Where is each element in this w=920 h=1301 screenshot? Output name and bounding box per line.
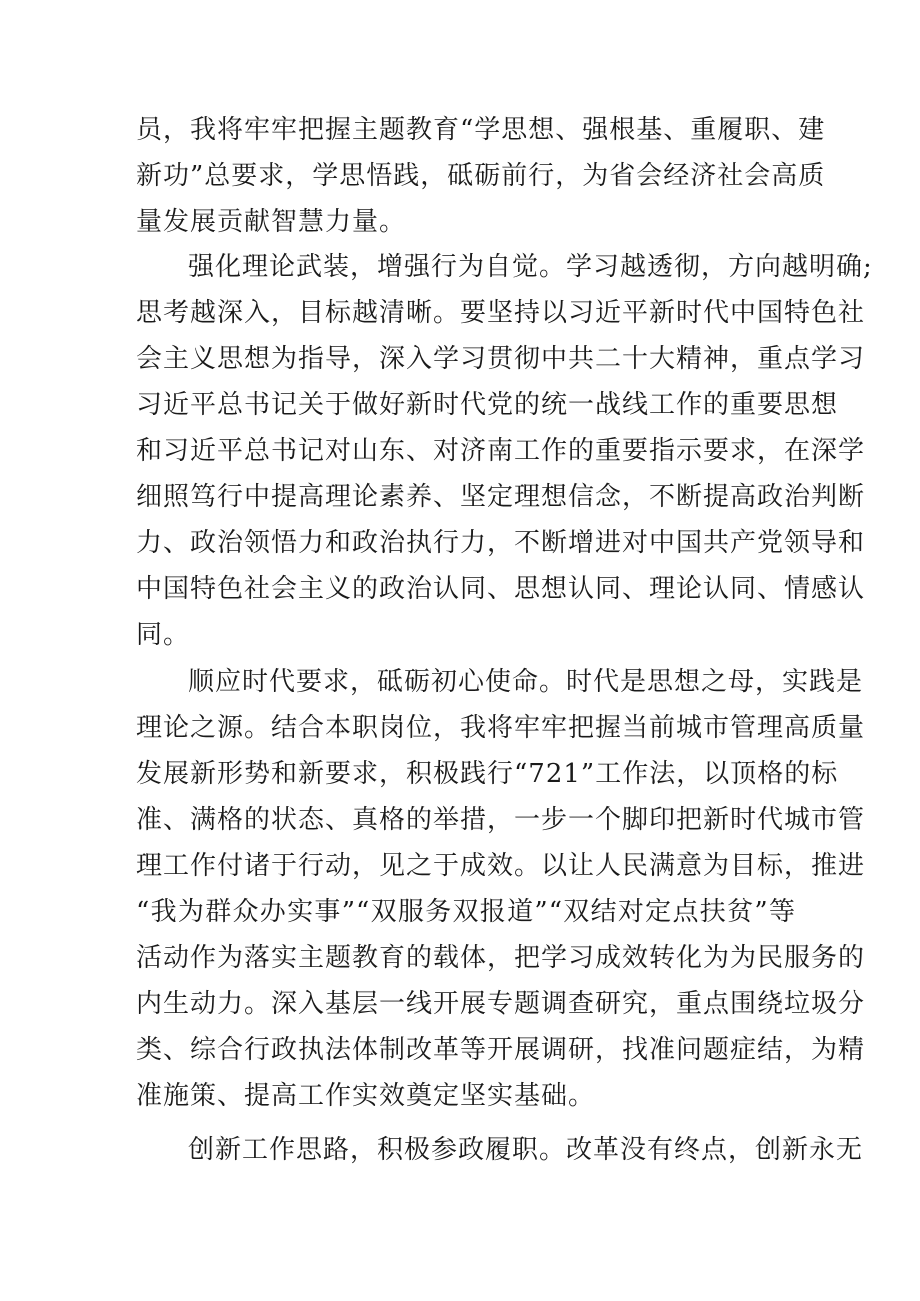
text-line: 内生动力。深入基层一线开展专题调查研究，重点围绕垃圾分 <box>136 989 866 1019</box>
text-line: 中国特色社会主义的政治认同、思想认同、理论认同、情感认 <box>136 574 866 604</box>
text-line: 习近平总书记关于做好新时代党的统一战线工作的重要思想 <box>136 390 839 420</box>
paragraph-3 <box>136 659 866 1119</box>
text-line: 类、综合行政执法体制改革等开展调研，找准问题症结，为精 <box>136 1035 866 1065</box>
text-line: 理论之源。结合本职岗位，我将牢牢把握当前城市管理高质量 <box>136 713 866 743</box>
text-line: 顺应时代要求，砥砺初心使命。时代是思想之母，实践是 <box>188 667 864 697</box>
text-line: 准、满格的状态、真格的举措，一步一个脚印把新时代城市管 <box>136 805 866 835</box>
text-line: 新功”总要求，学思悟践，砥砺前行，为省会经济社会高质 <box>136 161 826 191</box>
text-line: 员，我将牢牢把握主题教育“学思想、强根基、重履职、建 <box>136 115 826 145</box>
text-line: 理工作付诸于行动，见之于成效。以让人民满意为目标，推进 <box>136 851 866 881</box>
paragraph-2 <box>136 244 873 658</box>
text-line: “我为群众办实事”“双服务双报道”“双结对定点扶贫”等 <box>136 897 796 927</box>
text-line: 准施策、提高工作实效奠定坚实基础。 <box>136 1081 596 1111</box>
text-line: 同。 <box>136 620 191 650</box>
text-line: 发展新形势和新要求，积极践行“721”工作法，以顶格的标 <box>136 759 839 789</box>
text-line: 力、政治领悟力和政治执行力，不断增进对中国共产党领导和 <box>136 528 866 558</box>
text-line: 量发展贡献智慧力量。 <box>136 207 407 237</box>
paragraph-4 <box>136 1127 864 1173</box>
text-line: 创新工作思路，积极参政履职。改革没有终点，创新永无 <box>188 1135 864 1165</box>
text-line: 和习近平总书记对山东、对济南工作的重要指示要求，在深学 <box>136 436 866 466</box>
text-line: 强化理论武装，增强行为自觉。学习越透彻，方向越明确; <box>188 252 873 282</box>
text-line: 活动作为落实主题教育的载体，把学习成效转化为为民服务的 <box>136 943 866 973</box>
text-line: 细照笃行中提高理论素养、坚定理想信念，不断提高政治判断 <box>136 482 866 512</box>
text-line: 思考越深入，目标越清晰。要坚持以习近平新时代中国特色社 <box>136 298 866 328</box>
paragraph-1 <box>136 107 826 245</box>
text-line: 会主义思想为指导，深入学习贯彻中共二十大精神，重点学习 <box>136 344 866 374</box>
